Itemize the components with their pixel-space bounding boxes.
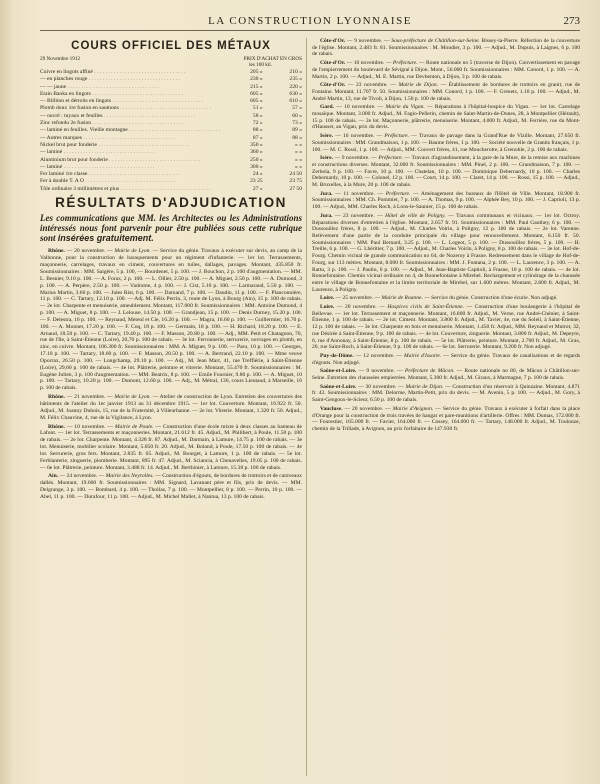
metals-section-title: COURS OFFICIEL DES MÉTAUX — [71, 40, 271, 52]
price-high: » » — [295, 156, 302, 163]
price-row — [40, 171, 302, 178]
price-low: 58 » — [252, 112, 263, 119]
price-row — [40, 120, 302, 127]
left-entries — [40, 248, 302, 500]
entry-location: Côte-d'Or. — [320, 38, 346, 44]
metal-name: — Billiton et détroits en lingots . . . . . . . . . . . . . . . . . . . . . . . . . . . . . . . . . — [40, 98, 204, 105]
page-number: 273 — [563, 15, 580, 27]
metals-price-header: PRIX D'ACHAT EN GROS — [243, 56, 302, 62]
right-column — [312, 38, 580, 778]
price-row — [40, 76, 302, 83]
left-column — [40, 38, 302, 778]
price-high: 23 75 — [289, 178, 302, 185]
price-low: 605 » — [250, 98, 263, 105]
entry-text: — Travaux communaux et vicinaux. — 1er lot. Octroy. Réparations diverses d'entretien à l'église. Montant, 2.657 fr. 91. Soumissionnaires : MM. Paul Gauthey, 6 p. 100. — Dussouillez frères, 8 p. 100. — Adjud., M. Charles Voirin, à Poligny, 12 p. 100 de rabais. — 2e lot. Varenne. Relèvement d'une partie de la conduite principale du village pour renouvellement. Montant, 6.150 fr. 50. Soumissionnaires : MM. Paul Bernard, 3.25 p. 100. — L. Logeot, 5 p. 100. — Dussouillez frères, 5 p. 100. — H. Treille, 6 p. 100. — G. Lhéritier, 7 p. 100. — Adjud., M. Charles Voirin, à Poligny, 8 p. 100 de rabais. — 3e lot. Hof-de-Fourg. Chemin vicinal de grande communication no 64, de Nozeroy à Frasne. Redressement dans le village de Hof-de-Fourg, sur 113 mètres. Montant, 8.000 fr. Soumissionnaires : MM. J. Fontana, 2 p. 100. — L. Laurence, 3 p. 100. — A. Rattu, 3 p. 100. — J. Paulin, 6 p. 100. — Adjud., M. Jean-Baptiste Captioli, à Frasne, 10 p. 100 de rabais. — 4e lot. Bonnefontaine. Chemin vicinal ordinaire no 4, de Bonnefontaine à Mirebel. Rechargement et cylindrage de la chaussée entre le village de Bonnefontaine et la limite territoriale de Mirebel, sur 1.600 mètres. Montant, 2.800 fr. Adjud., M. Laurence, à Poligny. — [312, 212, 580, 293]
entry-authority: Mairie de Lyon. — [114, 394, 151, 401]
entry-date: — 16 novembre. — — [335, 133, 383, 140]
entry-location: Puy-de-Dôme. — [320, 352, 354, 359]
entry-location: Ain. — [48, 473, 59, 480]
price-low: 23 25 — [250, 178, 263, 185]
price-high: 235 » — [289, 76, 302, 83]
price-low: 51 » — [252, 105, 263, 112]
price-high: 88 » — [292, 134, 302, 141]
entry-location: Saône-et-Loire. — [320, 383, 357, 390]
entry-date: — 10 novembre. — — [346, 60, 392, 67]
price-low: 87 » — [252, 134, 263, 141]
right-entries — [312, 38, 580, 433]
price-high: 60 » — [292, 112, 302, 119]
entry-date: — 9 novembre. — — [334, 155, 377, 162]
entry-date: — 20 novembre. — — [344, 405, 391, 412]
entry-text: — Construction d'un réservoir à Quinzaine. Montant, 4.871 fr. 43. Soumissionnaires : MM. Delorme, Martin-Petit, prix du devis. — M. Avenin, 5 p. 100. — Adjud., M. Gory, à Saint-Gengoux-le-Scieur, 6.50 p. 100 de rabais. — [312, 383, 580, 404]
adjudication-entry — [312, 133, 580, 153]
price-row — [40, 142, 302, 149]
entry-authority: Sous-préfecture de Châtillon-sur-Seine. — [391, 38, 480, 44]
price-low: 215 » — [250, 83, 263, 90]
entry-location: Saône-et-Loire. — [320, 368, 357, 375]
entry-text: — Service du génie. Travaux à exécuter à forfait dans la place d'Orange pour la construction de trois travées de hangar et pare-munitions d'artillerie. Offres : MM. Dumas, 172.000 fr. — Fourestier, 165.000 fr. — Favier, 164.000 fr. — Cossey, 164.000 fr. — Tartary, 148.000 fr. Adjud., M. Toulouze, chemin de la Trillade, à Avignon, au prix forfaitaire de 147.930 fr. — [312, 405, 580, 432]
price-row — [40, 157, 302, 164]
price-high: » » — [295, 141, 302, 148]
entry-location: Rhône. — [48, 394, 65, 401]
metal-name: — ouvré : tuyaux et feuilles . . . . . . . . . . . . . . . . . . . . . . . . . . . . . . . . . — [40, 112, 195, 119]
entry-authority: Hôtel de ville de Poligny. — [385, 212, 446, 219]
entry-date: — 9 novembre. — — [346, 38, 390, 44]
intro-emphasis: insérées gratuitement. — [57, 232, 154, 243]
metal-name: Aluminium brut pour fonderie . . . . . . . . . . . . . . . . . . . . . . . . . . . . . . . . . — [40, 156, 201, 163]
adjudication-entry — [312, 38, 580, 58]
metal-name: — — jaune . . . . . . . . . . . . . . . . . . . . . . . . . . . . . . . . . — [40, 83, 159, 90]
entry-authority: Mairie de Dijon. — [398, 82, 439, 89]
price-row — [40, 135, 302, 142]
adjudication-entry — [312, 384, 580, 404]
adjudication-entry — [312, 353, 580, 366]
entry-text: — Réparations à l'hôpital-hospice du Vigan. — 1er lot. Carrelage mosaïque. Montant, 3.000 fr. Adjud., M. Fagio-Pellerin, chemin de Saint-Martin-de-Dunes, 28, à Montpellier (Hérault), 15 p. 100 de rabais. — 2e lot. Maçonnerie, plâtrerie, menuiserie. Montant, 4.000 fr. Adjud., M. Ferrière, rue du Mont-d'Hausset, au Vigan, prix du devis. — [312, 104, 580, 131]
entry-location: Loire. — [320, 304, 335, 311]
adjudication-entry — [312, 191, 580, 211]
entry-authority: Préfecture. — [378, 155, 403, 162]
entry-text: — Route nationale no 5 (traverse de Dijon). Convertissement en pavage de l'empierrement du boulevard de Sévigné à Dijon. Mont., 56.000 fr. Soumissionnaires : MM. Conord, 1 p. 100. — A. Martin, 2 p. 100. — Adjud., M. E. Martin, rue Devbenton, à Dijon, 3 p. 100 de rabais. — [312, 60, 580, 80]
entry-text: — Construction d'une boulangerie à l'hôpital de Bellevue. — 1er lot. Terrassement et maçonnerie. Montant, 16.800 fr. Adjud., M. Verne, rue André-Chénier, à Saint-Étienne, 1 p. 100 de rabais. — 2e lot. Ciment. Montant, 3.800 fr. Adjud., M. Tavier, 4e, rue du Soleil, à Saint-Étienne, 12 p. 100 de rabais. — 3e lot. Charpente en bois et menuiserie. Montant, 1.450 fr. Adjud., MM. Reynaud et Mutrot, 32, rue Désirée à Saint-Étienne, 9 p. 100 de rabais. — 4e lot. Couverture, zinguerie. Montant, 3.800 fr. Adjud., M. Depeyre, 6, rue d'Annonay, à Saint-Étienne, 8 p. 100 de rabais. — 5e lot. Plâtrerie, peinture. Montant, 2.700 fr. Adjud., M. Gras, 20, rue Saint-Roch, à Saint-Étienne, 9 p. 100 de rabais. — 6e lot. Serrurerie. Montant, 9.200 fr. Non adjugé. — [312, 304, 580, 351]
price-high: 73 » — [292, 120, 302, 127]
price-row — [40, 91, 302, 98]
entry-location: Jura. — [320, 190, 333, 197]
price-low: 72 » — [252, 120, 263, 127]
entry-date: — 9 novembre. — — [358, 368, 403, 375]
adjudication-entry — [312, 155, 580, 189]
adjudication-intro — [40, 214, 302, 243]
price-row — [40, 113, 302, 120]
price-low: 24 » — [252, 171, 263, 178]
price-row — [40, 149, 302, 156]
price-row — [40, 105, 302, 112]
price-low: 88 » — [252, 127, 263, 134]
metal-name: — laminé en feuilles. Vieille montagne . . . . . . . . . . . . . . . . . . . . . . . . . . . . . . . . . — [40, 127, 221, 134]
entry-text: — Établissement de bordures de trottoirs en granit, rue de Fontaine. Montant, 11.707 fr. 50. Soumissionnaires : MM. Conord, 1 p. 100. — F. Grenets, 1.10 p. 100. — Adjud., M. André Martin, 13, rue de Tivoli, à Dijon, 1.50 p. 100 de rabais. — [312, 82, 580, 102]
metal-name: Tôle ordinaire 3 millimètres et plus . . . . . . . . . . . . . . . . . . . . . . . . . . . . . . . . . — [40, 185, 212, 192]
entry-date: — 20 novembre. — — [336, 304, 385, 311]
price-low: 230 » — [250, 76, 263, 83]
entry-date: — 10 novembre. — — [336, 104, 384, 111]
metal-name: — Autres marques . . . . . . . . . . . . . . . . . . . . . . . . . . . . . . . . . — [40, 134, 175, 141]
adjudication-entry — [40, 248, 302, 392]
price-low: 360 » — [250, 149, 263, 156]
price-high: 630 » — [289, 90, 302, 97]
adjudication-entry — [312, 213, 580, 293]
metal-name: Plomb doux 1re fusion en saumons . . . . . . . . . . . . . . . . . . . . . . . . . . . . . . . . . — [40, 105, 212, 112]
price-low: 300 » — [250, 163, 263, 170]
entry-text: — Route nationale no 80, de Mâcon à Châtillon-sur-Seine. Entretien des chaussées empierrées. Montant, 5.300 fr. Adjud., M. Giraux, à Marmagne, 7 p. 100 de rabais. — [312, 368, 580, 382]
metal-name: — en planches rouge . . . . . . . . . . . . . . . . . . . . . . . . . . . . . . . . . — [40, 76, 180, 83]
price-low: 250 » — [250, 156, 263, 163]
metal-name: Nickel brut pour fonderie . . . . . . . . . . . . . . . . . . . . . . . . . . . . . . . . . — [40, 141, 190, 148]
entry-date: — 20 novembre. — — [66, 248, 113, 255]
entry-location: Côte-d'Or. — [320, 82, 346, 89]
adjudication-entry — [40, 424, 302, 472]
price-row — [40, 164, 302, 171]
entry-text: — Service du génie. Construction d'une écurie. Non adjugé. — [424, 295, 558, 302]
entry-date: — 12 novembre. — — [355, 352, 402, 359]
entry-location: Rhône. — [48, 248, 65, 255]
metal-name: Cuivre en lingots affiné . . . . . . . . . . . . . . . . . . . . . . . . . . . . . . . . . — [40, 69, 186, 75]
price-high: 220 » — [289, 83, 302, 90]
entry-text: — Service du génie. Travaux de canalisations et de regards d'égouts. Non adjugé. — [312, 352, 580, 366]
adjudication-section-title: RÉSULTATS D'ADJUDICATION — [55, 195, 287, 211]
price-high: » » — [295, 149, 302, 156]
entry-date: — 11 novembre. — — [335, 190, 384, 197]
adjudication-entry — [312, 82, 580, 102]
metal-name: Fer à double T. A O . . . . . . . . . . . . . . . . . . . . . . . . . . . . . . . . . — [40, 178, 177, 185]
entry-location: Côte-d'Or. — [320, 60, 346, 67]
adjudication-entry — [312, 104, 580, 131]
entry-text: — Construction d'égouts, de bordures de trottoirs et de caniveaux dallés. Montant, 19.600 fr. Soumissionnaires : MM. Signard, Lavanant père et fils, prix de devis. — MM. Delgrange, 3 p. 100. — Bombard, 4 p. 100. — Thollas, 7 p. 100. — Montpellier, 8 p. 100. — Perrin, 10 p. 100. — Abel, 11 p. 100. — Durafour, 11 p. 100. — Adjud., M. Michel Mallet, à Nantua, 13 p. 100 de rabais. — [40, 473, 302, 500]
adjudication-entry — [312, 304, 580, 351]
entry-location: Vaucluse. — [320, 405, 343, 412]
price-low: 605 » — [250, 90, 263, 97]
entry-location: Isère. — [320, 155, 333, 162]
price-low: 205 » — [250, 69, 263, 75]
entry-text: — Atelier de construction de Lyon. Entretien des couvertures des bâtiments de l'atelier du 1er janvier 1913 au 31 décembre 1915. — 1er lot. Couverture. Montant, 16.922 fr. 50. Adjud., M. Joanny Dubois, 15, rue de la Fraternité, à Villeurbanne. — 2e lot. Vitrerie. Montant, 1.320 fr. 50. Adjud., M. Félix Chauvine, 4, rue de la Vigilance, à Lyon. — [40, 394, 302, 421]
entry-text: Bissey-la-Pierre. Réfection de la couverture de l'église. Montant, 2.483 fr. 81. Soumissionnaires : M. Mondier, 3 p. 100. — Adjud., M. Dupuis, à Laignes, 6 p. 100 de rabais. — [312, 38, 580, 58]
price-row — [40, 178, 302, 185]
entry-authority: Mairie de Poule. — [114, 423, 154, 430]
intro-text: Les communications que MM. les Architectes ou les Administrations intéressés nous font parvenir pour être publiées sous cette rubrique sont — [40, 213, 302, 243]
entry-authority: Préfecture. — [384, 133, 410, 140]
page-header — [40, 14, 580, 31]
column-divider — [306, 38, 307, 776]
price-row — [40, 98, 302, 105]
entry-authority: Mairie d'Issoire. — [403, 352, 442, 359]
entry-date: — 23 novembre. — — [334, 212, 383, 219]
entry-location: Jura. — [320, 212, 333, 219]
entry-text: — Construction d'une école mixte à deux classes au hameau de Lafont. — 1er lot. Terrassements et maçonneries. Montant, 21.612 fr. 45. Adjud., M. Philibert, à Poule, 11.50 p. 100 de rabais. — 2e lot. Charpente. Montant, 4.328 fr. 87. Adjud., M. Darmain, à Lamure, 14.75 p. 100 de rabais. — 3e lot. Menuiserie, mobilier scolaire. Montant, 5.050 fr. 20. Adjud., M. Boland, à Poule, 17.50 p. 100 de rabais. — 4e lot. Serrurerie, gros fers. Montant, 2.835 fr. 05. Adjud., M. Bourget, à Lamure, 1 p. 100 de rabais. — 5e lot. Ferblanterie, zinguerie, plomberie. Montant, 895 fr. 47. Adjud., M. Sciancia, à Chenavelles, 19.05 p. 100 de rabais. — 6e lot. Plâtrerie, peinture. Montant, 3.488 fr. 14. Adjud., M. Berthinier, à Lamure, 15.38 p. 100 de rabais. — [40, 423, 302, 471]
running-title: LA CONSTRUCTION LYONNAISE — [208, 15, 412, 27]
price-low: 27 » — [252, 185, 263, 192]
entry-authority: Mairie du Vigan. — [385, 104, 425, 111]
entry-date: — 24 novembre. — — [59, 473, 105, 480]
metals-unit: les 100 kil. — [249, 62, 272, 68]
entry-authority: Mairie de Roanne. — [381, 295, 423, 302]
price-high: 27 50 — [289, 185, 302, 192]
entry-text: — Travaux de pavage dans la Grand'Rue de Vizille. Montant, 27.650 fr. Soumissionnaires : MM. Grandmaison, 1 p. 100. — Baume frères, 1 p. 100. — Société nouvelle de Granits français, 1 p. 100. — M. C. Rossi, 1 p. 100. — Adjud., MM. Couvert frères, 41, rue Moucherotte, à Grenoble, 2 p. 100 de rabais. — [312, 133, 580, 153]
price-high: 89 » — [292, 127, 302, 134]
entry-authority: Préfecture. — [392, 60, 418, 67]
price-row — [40, 186, 302, 193]
entry-authority: Mairie d'Avignon. — [392, 405, 434, 412]
adjudication-entry — [312, 60, 580, 80]
entry-date: — 25 novembre. — — [335, 295, 380, 302]
entry-date: — 10 novembre. — — [66, 423, 113, 430]
entry-authority: Préfecture. — [385, 190, 411, 197]
price-low: 350 » — [250, 141, 263, 148]
price-row — [40, 127, 302, 134]
entry-location: Isère. — [320, 133, 333, 140]
price-row — [40, 84, 302, 91]
metals-date: 29 Novembre 1912 — [40, 56, 81, 62]
metal-name: Fer laminé 1re classe . . . . . . . . . . . . . . . . . . . . . . . . . . . . . . . . . — [40, 171, 180, 178]
entry-text: — Travaux d'agrandissement, à la gare de la Mure, de la remise aux machines et constructions diverses. Montant, 32.000 fr. Soumissionnaires : MM. Pinel, 2 p. 100. — Grandmaison, 7 p. 100. — Zerbola, 9 p. 100. — Favre, 10 p. 100. — Chatelan, 10 p. 100. — Dominique Debernardy, 10 p. 100. — Charles Debernardy, 10 p. 100. — Colonel, 12 p. 100. — Court, 14 p. 100. — Claret, 14 p. 100. — Rossi, 15 p. 100. — Adjud., M. Bruxelles, à la Mure, 20 p. 100 de rabais. — [312, 155, 580, 189]
price-high: » » — [295, 163, 302, 170]
metal-name: — laminé . . . . . . . . . . . . . . . . . . . . . . . . . . . . . . . . . — [40, 163, 155, 170]
entry-authority: Préfecture de Mâcon. — [404, 368, 455, 375]
adjudication-entry — [40, 394, 302, 421]
entry-date: — 30 novembre. — — [358, 383, 404, 390]
entry-date: — 23 novembre. — — [347, 82, 396, 89]
price-high: 57 » — [292, 105, 302, 112]
adjudication-entry — [312, 295, 580, 302]
metal-name: Zinc refondu 2e fusion . . . . . . . . . . . . . . . . . . . . . . . . . . . . . . . . . — [40, 120, 184, 127]
metals-price-table — [40, 69, 302, 193]
entry-authority: Hospices civils de Saint-Étienne. — [387, 304, 465, 311]
entry-text: — Aménagement des bureaux de l'Hôtel de Ville. Montant, 18.900 fr. Soumissionnaires : MM. Ch. Pommier, 7 p. 100. — A. Thomas, 9 p. 100. — Alphée Bey, 10 p. 100. — J. Caprioli, 13 p. 100. — Adjud., MM. Charles Roch, à Lons-le-Saunier, 15 p. 100 de rabais. — [312, 190, 580, 211]
metal-name: — laminé . . . . . . . . . . . . . . . . . . . . . . . . . . . . . . . . . — [40, 149, 155, 156]
entry-authority: Mairie des Neyrolles. — [105, 473, 154, 480]
price-row — [40, 69, 302, 76]
entry-authority: Mairie de Lyon. — [114, 248, 151, 255]
entry-location: Gard. — [320, 104, 335, 111]
entry-text: — Service du génie. Travaux à exécuter sur devis, au camp de la Valbonne, pour la construction de baraquements pour un régiment d'infanterie. — 1er lot. Terrassements, maçonnerie, carrelages, travaux en ciment, couvertures en tuiles, dallages, pavages. Montant, 435.850 fr. Soumissionnaires : MM. Saigère, 5 p. 100, — Bourdenet, 5 p. 100. — J. Bouchon, 2 p. 100 d'augmentation. — MM. L. Besnier, 9.10 p. 100. — A. Forax, 2 p. 100. — L. Ollier, 2.50 p. 100. — A. Miguet, 2.50 p. 100. — A. Dumond, 3 p. 100. — A. Perpère, 2.50 p. 100. — Vadrome, 4 p. 100. — J. Cist, 5.10 p. 100. — Larmaraud, 5.50 p. 100. — Marius Martin, 3.60 p. 100. — Jules Rist, 6 p. 100. — Darnand, 7 p. 100. — Daudin, 11 p. 100. — F. Planconnière, 11 p. 100. — C. Tartary, 12.10 p. 100. — Adj. M. Félix Perrin, 3, route de Lyon, à Bourg (Ain), 15 p. 100 de rabais. — 2e lot. Charpente et menuiserie, ameublement. Montant, 117.000 fr. Soumissionnaires : MM. Antoine Dumond, 4 p. 100. — A. Miguet, 8 p. 100. — J. Lelouse, 14.50 p. 100. — Grandjean, 15 p. 100. — Denis Durney, 15.20 p. 100. — F. Delestra, 16 p. 100. — Reynaud, Meteul et Cie, 16.20 p. 100. — Magra, 16.60 p. 100. — Guillermier, 16.70 p. 100. — A. Monnet, 17.20 p. 100. — F. Coq, 18 p. 100. — Germain, 18 p. 100. — H. Richard, 18.20 p. 100. — E. Arnaud, 18.50 p. 100. — C. Tartary, 19.40 p. 100. — F. Masson, 20.80 p. 100. — Adj., MM. Petit et Chatagnon, 70, rue de l'Ile, à Saint-Étienne (Loire), 20,70 p. 100 de rabais. — 3e lot. Ferronnerie, serrurerie, ouvrages en plomb, en zinc, en cuivre. Montant, 106.300 fr. Soumissionnaires : MM. A. Miguet, 9 p. 100. — Paru, 10 p. 100. — Georges, 17.10 p. 100. — Tartary, 18.60 p. 100. — F. Masson, 20.50 p. 100. — A. Bertrand, 22.10 p. 100. — Mme veuve Oporrax, 26.50 p. 100. — Longchamp, 29.10 p. 100. — Adj., M. Jean Marr, 41, rue Treffiérie, à Saint-Étienne (Loire), 29,60 p. 100 de rabais. — 4e lot. Plâtrerie, peinture et vitrerie. Montant, 55.470 fr. Soumissionnaires : M. Eugène Julien, 3 p. 100 d'augmentation. — MM. Beatrix, 8 p. 100. — Emile Fournier, 9.80 p. 100. — A. Miguet, 10 p. 100. — Tartary, 10.20 p. 100. — Dumont, 12.60 p. 100. — Adj., M. Métral, 136, cours Lieutaud, à Marseille, 16 p. 100 de rabais. — [40, 248, 302, 392]
entry-location: Loire. — [320, 295, 335, 302]
adjudication-entry — [312, 406, 580, 433]
entry-date: — 21 novembre. — — [66, 394, 113, 401]
metal-name: Etain Banka en lingots . . . . . . . . . . . . . . . . . . . . . . . . . . . . . . . . . — [40, 90, 184, 97]
price-high: 210 » — [289, 69, 302, 75]
entry-authority: Mairie de Dijon. — [405, 383, 444, 390]
adjudication-entry — [40, 473, 302, 500]
adjudication-entry — [312, 368, 580, 381]
price-high: 24 50 — [289, 171, 302, 178]
price-high: 610 » — [289, 98, 302, 105]
entry-location: Rhône. — [48, 423, 65, 430]
